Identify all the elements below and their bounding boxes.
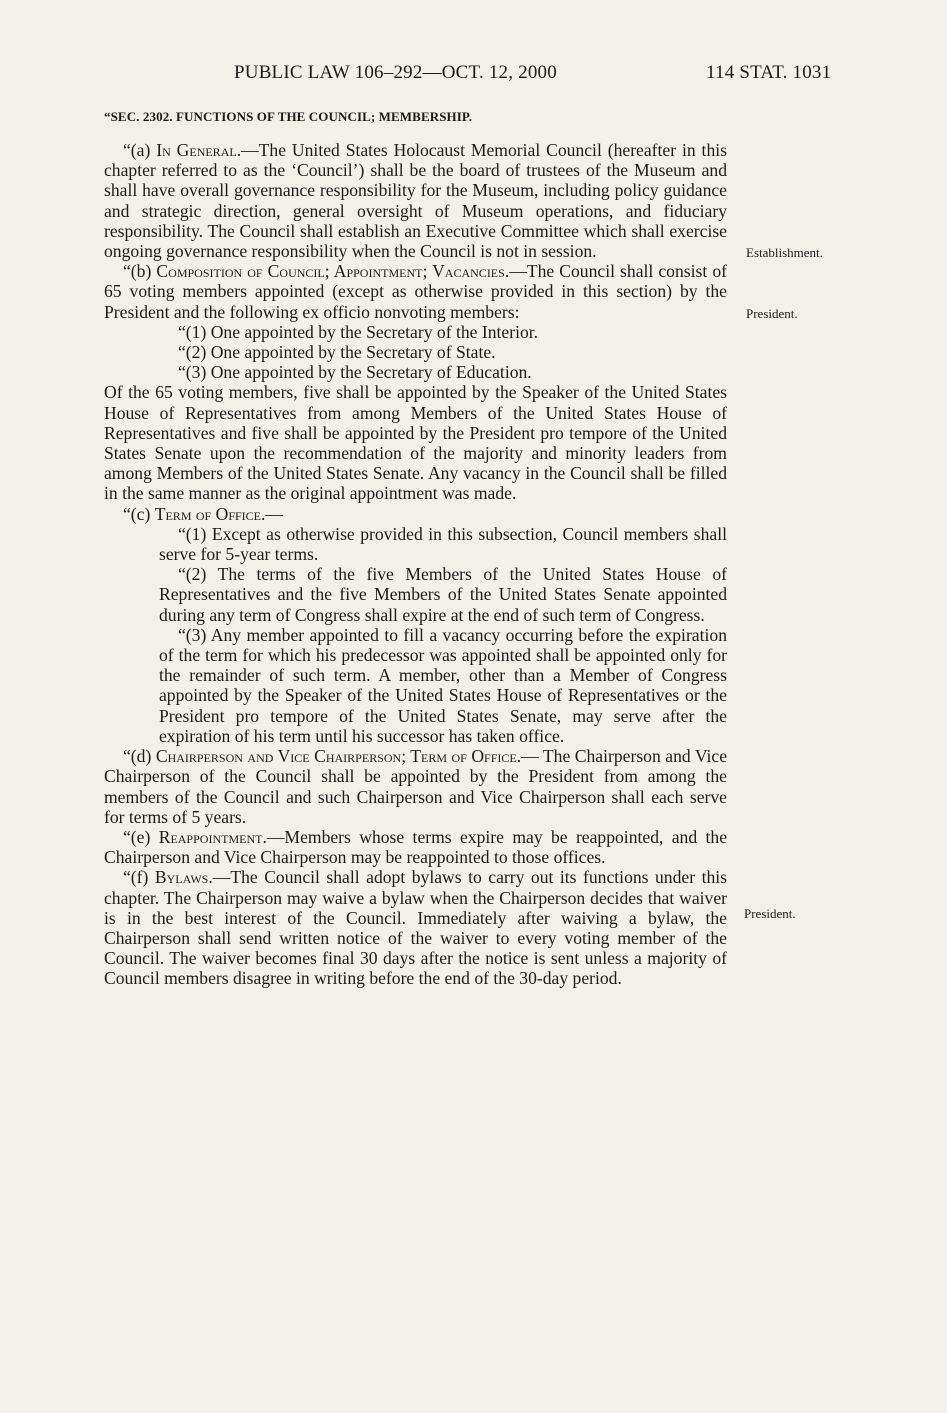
subsection-c: “(c) Term of Office.— xyxy=(123,503,284,524)
subsection-c-item-3: “(3) Any member appointed to fill a vacancy occurring before the expiration of the term for which his predecessor was appointed shall be appointed only for the remainder of such term. A member, other than a Member of Congress appointed by the Speaker of the United States House of Representatives or the President pro tempore of the United States Senate, may serve after the expiration of his term until his successor has taken office. xyxy=(159,624,727,746)
subsection-e-heading: Reappointment xyxy=(158,826,263,847)
subsection-e: “(e) Reappointment.—Members whose terms expire may be reappointed, and the Chairperson and Vice Chairperson may be reappointed to those offices. xyxy=(104,826,728,868)
margin-note-president-b: President. xyxy=(746,306,798,321)
subsection-d-heading: Chairperson and Vice Chairperson; Term of Office xyxy=(155,746,517,767)
running-header-citation: PUBLIC LAW 106–292—OCT. 12, 2000 xyxy=(234,62,557,83)
subsection-b-heading: Composition of Council; Appointment; Vacancies xyxy=(156,261,505,282)
subsection-f-heading: Bylaws xyxy=(154,867,209,888)
subsection-a: “(a) In General.—The United States Holocaust Memorial Council (hereafter in this chapter referred to as the ‘Council’) shall be the board of trustees of the Museum and shall have overall governance responsibility for the Museum, including policy guidance and strategic direction, general oversight of Museum operations, and fiduciary responsibility. The Council shall establish an Executive Committee which shall exercise ongoing governance responsibility when the Council is not in session. xyxy=(104,140,727,262)
subsection-f: “(f) Bylaws.—The Council shall adopt bylaws to carry out its functions under this chapter. The Chairperson may waive a bylaw when the Chairperson decides that waiver is in the best interest of the Council. Immediately after waiving a bylaw, the Chairperson shall send written notice of the waiver to every voting member of the Council. The waiver becomes final 30 days after the notice is sent unless a majority of Council members disagree in writing before the end of the 30-day period. xyxy=(104,867,727,989)
margin-note-president-d: President. xyxy=(744,906,796,921)
subsection-b-item-1: “(1) One appointed by the Secretary of the Interior. xyxy=(178,321,539,342)
subsection-d: “(d) Chairperson and Vice Chairperson; Term of Office.— The Chairperson and Vice Chairperson of the Council shall be appointed by the President from among the members of the Council and such Chairperson and Vice Chairperson shall each serve for terms of 5 years. xyxy=(104,746,728,827)
subsection-b: “(b) Composition of Council; Appointment; Vacancies.—The Council shall consist of 65 voting members appointed (except as otherwise provided in this section) by the President and the following ex officio nonvoting members: xyxy=(104,261,727,322)
subsection-a-heading: In General xyxy=(156,140,237,160)
subsection-c-heading: Term of Office xyxy=(154,503,262,524)
section-heading: “SEC. 2302. FUNCTIONS OF THE COUNCIL; MEMBERSHIP. xyxy=(104,109,473,124)
subsection-b-item-2: “(2) One appointed by the Secretary of State. xyxy=(178,342,496,363)
running-header-page: 114 STAT. 1031 xyxy=(706,62,832,83)
subsection-b-item-3: “(3) One appointed by the Secretary of Education. xyxy=(178,362,532,383)
margin-note-establishment: Establishment. xyxy=(746,245,823,260)
subsection-c-item-2: “(2) The terms of the five Members of the United States House of Representatives and the five Members of the United States Senate appointed during any term of Congress shall expire at the end of such term of Congress. xyxy=(159,564,727,625)
subsection-c-item-1: “(1) Except as otherwise provided in this subsection, Council members shall serve for 5-year terms. xyxy=(159,523,727,565)
section-body xyxy=(104,140,727,989)
subsection-b-continuation: Of the 65 voting members, five shall be appointed by the Speaker of the United States House of Representatives from among Members of the United States House of Representatives and five shall be appointed by the President pro tempore of the United States Senate upon the recommendation of the majority and minority leaders from among Members of the United States Senate. Any vacancy in the Council shall be filled in the same manner as the original appointment was made. xyxy=(104,382,727,504)
